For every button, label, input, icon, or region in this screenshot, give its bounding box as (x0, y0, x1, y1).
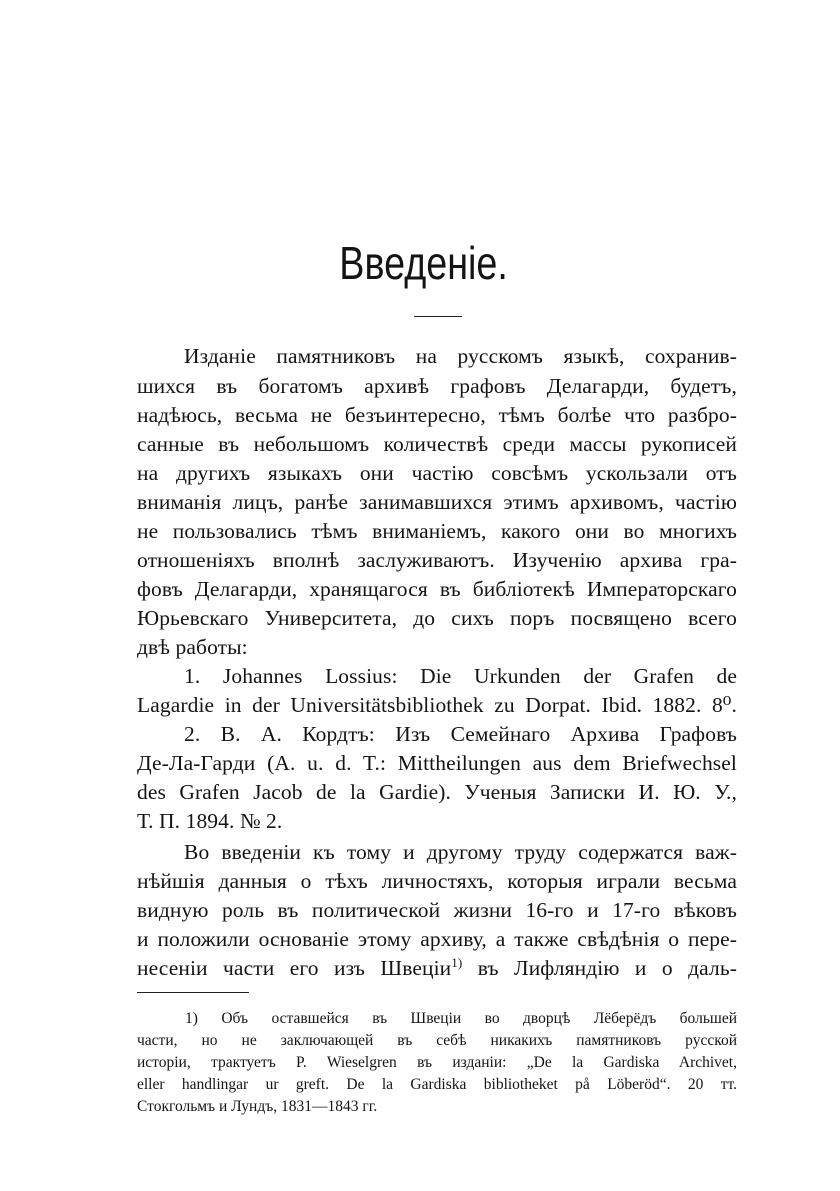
text-line: видную роль въ политической жизни 16-го и 17-го вѣковъ (137, 898, 737, 922)
text-line: санные въ небольшомъ количествѣ среди массы рукописей (137, 432, 737, 456)
text-line: двѣ работы: (137, 635, 248, 659)
text-line: и положили основаніе этому архиву, а также свѣдѣнія о пере- (137, 927, 737, 951)
footnote-rule (137, 992, 249, 993)
footnote-line: части, но не заключающей въ себѣ никакихъ памятниковъ русской (137, 1032, 737, 1049)
footnote-line: eller handlingar ur greft. De la Gardiska bibliotheket på Löberöd“. 20 тт. (137, 1076, 737, 1093)
footnote-line: 1) Объ оставшейся въ Швеціи во дворцѣ Лёберёдъ большей (185, 1010, 737, 1027)
text-line: надѣюсь, весьма не безъинтересно, тѣмъ болѣе что разбро- (137, 403, 737, 427)
page-title: Введеніе. (339, 237, 508, 289)
reference-continuation: Т. П. 1894. № 2. (137, 809, 283, 833)
text-segment: несеніи части его изъ Швеціи (137, 956, 452, 980)
reference-item: 1. Johannes Lossius: Die Urkunden der Grafen de (184, 664, 737, 688)
footnote-marker[interactable]: 1) (451, 955, 463, 970)
text-line: Юрьевскаго Университета, до сихъ поръ посвящено всего (137, 606, 737, 630)
text-line: не пользовались тѣмъ вниманіемъ, какого они во многихъ (137, 519, 737, 543)
reference-item: 2. В. А. Кордтъ: Изъ Семейнаго Архива Графовъ (184, 722, 737, 746)
text-line: нѣйшія данныя о тѣхъ личностяхъ, которыя играли весьма (137, 869, 737, 893)
text-line: отношеніяхъ вполнѣ заслуживаютъ. Изученію архива гра- (137, 548, 737, 572)
text-line: шихся въ богатомъ архивѣ графовъ Делагарди, будетъ, (137, 374, 737, 398)
text-line: вниманія лицъ, ранѣе занимавшихся этимъ архивомъ, частію (137, 490, 737, 514)
title-rule (414, 316, 462, 317)
text-line (137, 953, 737, 983)
text-line: фовъ Делагарди, хранящагося въ библіотекѣ Императорскаго (137, 577, 737, 601)
footnote-line: Стокгольмъ и Лундъ, 1831—1843 гг. (137, 1098, 378, 1115)
reference-continuation: Lagardie in der Universitätsbibliothek zu Dorpat. Ibid. 1882. 8⁰. (137, 693, 737, 717)
reference-continuation: Де-Ла-Гарди (A. u. d. T.: Mittheilungen aus dem Briefwechsel (137, 751, 737, 775)
footnote-line: исторіи, трактуетъ P. Wieselgren въ изданіи: „De la Gardiska Archivet, (137, 1054, 737, 1071)
text-line: Во введеніи къ тому и другому труду содержатся важ- (184, 840, 737, 864)
text-line: Изданіе памятниковъ на русскомъ языкѣ, сохранив- (184, 344, 737, 368)
text-line: на другихъ языкахъ они частію совсѣмъ ускользали отъ (137, 461, 737, 485)
text-segment: въ Лифляндію и о даль- (462, 956, 737, 980)
reference-continuation: des Grafen Jacob de la Gardie). Ученыя Записки И. Ю. У., (137, 780, 737, 804)
